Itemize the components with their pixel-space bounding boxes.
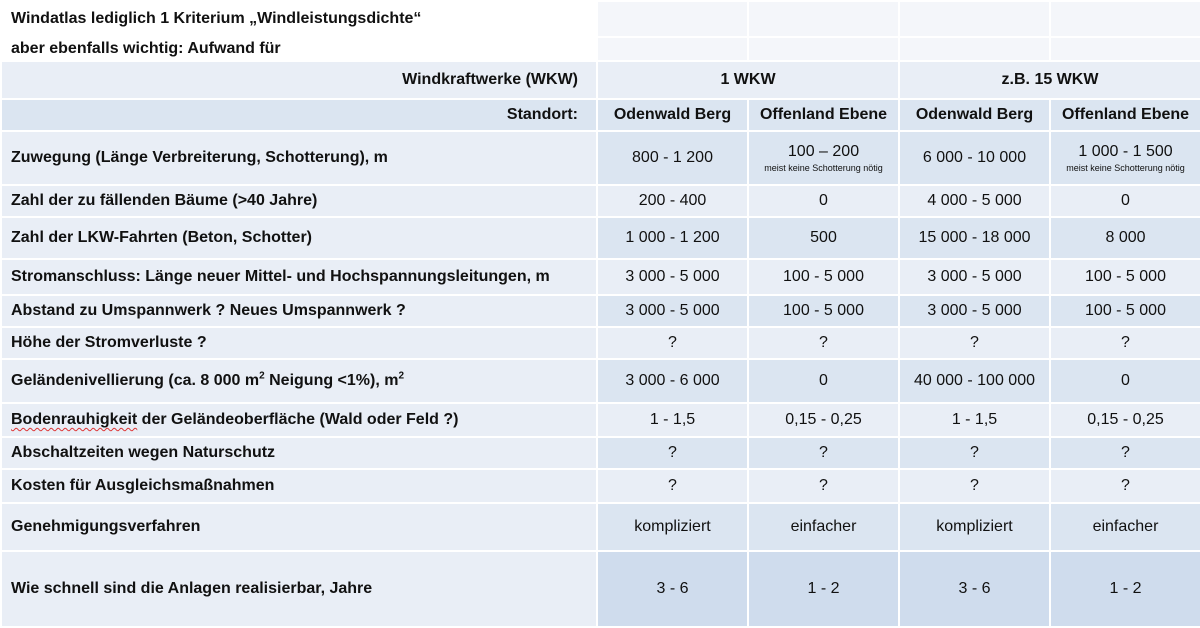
cell-value: 1 - 1,5 [899,403,1050,437]
cell-value: 100 - 5 000 [748,259,899,295]
standort-label: Standort: [1,99,597,131]
row-label: Abstand zu Umspannwerk ? Neues Umspannwerk ? [1,295,597,327]
cell-value: 40 000 - 100 000 [899,359,1050,403]
row-label: Bodenrauhigkeit der Geländeoberfläche (Wald oder Feld ?) [1,403,597,437]
cell-value: 800 - 1 200 [597,131,748,185]
table-row [1,259,1200,295]
table-row [1,217,1200,259]
cell-value: 3 000 - 5 000 [899,259,1050,295]
standort-row [1,99,1200,131]
cell-value: 0 [748,359,899,403]
cell-value: 100 - 5 000 [1050,295,1200,327]
group-header-2: z.B. 15 WKW [899,61,1200,99]
cell-value: 3 - 6 [597,551,748,627]
cell-value: ? [899,469,1050,503]
table-row [1,327,1200,359]
table-row [1,437,1200,469]
table-row [1,131,1200,185]
cell-value: 1 000 - 1 200 [597,217,748,259]
row-label: Zahl der zu fällenden Bäume (>40 Jahre) [1,185,597,217]
cell-value: 1 - 2 [748,551,899,627]
cell-value: einfacher [1050,503,1200,551]
row-label: Stromanschluss: Länge neuer Mittel- und Hochspannungsleitungen, m [1,259,597,295]
cell-value: 500 [748,217,899,259]
cell-value: einfacher [748,503,899,551]
cell-value: 1 - 1,5 [597,403,748,437]
cell-value: ? [1050,437,1200,469]
row-label: Zahl der LKW-Fahrten (Beton, Schotter) [1,217,597,259]
cell-value: ? [597,469,748,503]
title-row-1 [1,1,1200,37]
row-label: Kosten für Ausgleichsmaßnahmen [1,469,597,503]
table-row [1,359,1200,403]
cell-value: 3 000 - 5 000 [597,295,748,327]
cell-value: 0 [748,185,899,217]
cell-value: 4 000 - 5 000 [899,185,1050,217]
table-row [1,551,1200,627]
cell-value: ? [748,327,899,359]
title-line-1: Windatlas lediglich 1 Kriterium „Windleistungsdichte“ [1,1,597,37]
cell-value: 0,15 - 0,25 [748,403,899,437]
row-label: Zuwegung (Länge Verbreiterung, Schotterung), m [1,131,597,185]
cell-note: meist keine Schotterung nötig [764,163,883,173]
cell-value: 8 000 [1050,217,1200,259]
group-header-1: 1 WKW [597,61,899,99]
table-row [1,403,1200,437]
cell-value: 3 - 6 [899,551,1050,627]
cell-value: 6 000 - 10 000 [899,131,1050,185]
row-label: Abschaltzeiten wegen Naturschutz [1,437,597,469]
cell-value: 3 000 - 5 000 [597,259,748,295]
cell-value: ? [597,327,748,359]
cell-value: 1 000 - 1 500 meist keine Schotterung nötig [1050,131,1200,185]
cell-note: meist keine Schotterung nötig [1066,163,1185,173]
cell-value: 15 000 - 18 000 [899,217,1050,259]
cell-value: 3 000 - 5 000 [899,295,1050,327]
cell-value: 100 - 5 000 [1050,259,1200,295]
cell-value: ? [1050,469,1200,503]
cell-value: 0 [1050,185,1200,217]
group-header-row [1,61,1200,99]
table-row [1,185,1200,217]
cell-value: 100 - 5 000 [748,295,899,327]
cell-value: 0 [1050,359,1200,403]
table-row [1,295,1200,327]
title-line-2: aber ebenfalls wichtig: Aufwand für [1,37,597,61]
title-row-2 [1,37,1200,61]
row-label: Genehmigungsverfahren [1,503,597,551]
cell-value: ? [748,437,899,469]
column-header-b: Offenland Ebene [748,99,899,131]
table-row [1,469,1200,503]
wkw-label: Windkraftwerke (WKW) [1,61,597,99]
cell-value: ? [899,327,1050,359]
table-row [1,503,1200,551]
cell-value: 1 - 2 [1050,551,1200,627]
row-label: Geländenivellierung (ca. 8 000 $m^2$ Neigung <1%), $m^2$ [1,359,597,403]
cell-value: 200 - 400 [597,185,748,217]
cell-value: 100 – 200 meist keine Schotterung nötig [748,131,899,185]
cell-value: ? [899,437,1050,469]
cell-value: ? [1050,327,1200,359]
cell-value: kompliziert [597,503,748,551]
column-header-c: Odenwald Berg [899,99,1050,131]
row-label: Höhe der Stromverluste ? [1,327,597,359]
cell-value: ? [597,437,748,469]
column-header-d: Offenland Ebene [1050,99,1200,131]
row-label: Wie schnell sind die Anlagen realisierbar, Jahre [1,551,597,627]
cell-value: 3 000 - 6 000 [597,359,748,403]
cell-value: kompliziert [899,503,1050,551]
column-header-a: Odenwald Berg [597,99,748,131]
cell-value: 0,15 - 0,25 [1050,403,1200,437]
cell-value: ? [748,469,899,503]
